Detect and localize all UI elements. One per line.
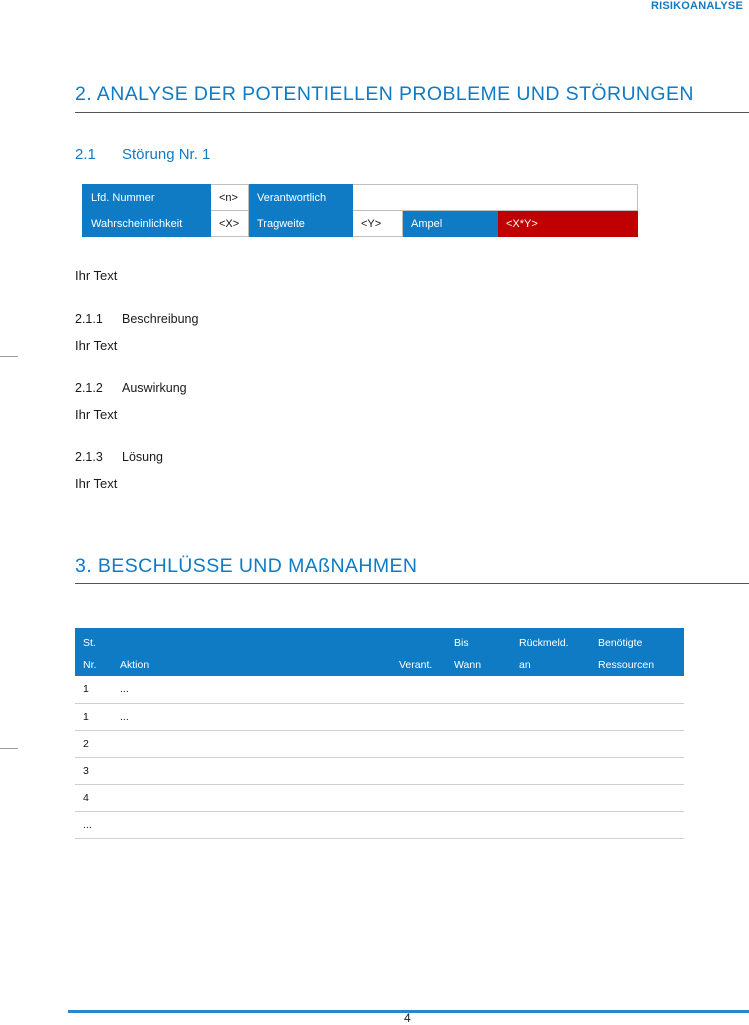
table-row: [75, 730, 684, 757]
subsection-number: 2.1.1: [75, 312, 103, 326]
table-row: [75, 676, 684, 703]
actions-table-header: [75, 628, 684, 676]
col-rueckmeld: Rückmeld. an: [511, 628, 590, 676]
subsection-title: Störung Nr. 1: [122, 146, 211, 163]
risk-info-table: [82, 184, 638, 237]
ampel-value: <X*Y>: [498, 211, 638, 237]
cell-bis-wann: [446, 784, 511, 811]
cell-rueckmeld: [511, 676, 590, 703]
cell-aktion: [112, 811, 391, 838]
cell-aktion: ...: [112, 703, 391, 730]
cell-verant: [391, 730, 446, 757]
subsection-number: 2.1: [75, 146, 96, 163]
cell-st-nr: 1: [75, 703, 112, 730]
cell-st-nr: 2: [75, 730, 112, 757]
cell-aktion: [112, 757, 391, 784]
subsection-2-1-1-text: Ihr Text: [75, 338, 118, 353]
subsection-number: 2.1.3: [75, 450, 103, 464]
tragweite-value: <Y>: [353, 211, 403, 237]
cell-verant: [391, 757, 446, 784]
table-row: [75, 757, 684, 784]
cell-st-nr: 3: [75, 757, 112, 784]
tragweite-label: Tragweite: [249, 211, 353, 237]
cell-rueckmeld: [511, 784, 590, 811]
col-verant: Verant.: [391, 628, 446, 676]
cell-ressourcen: [590, 757, 684, 784]
cell-rueckmeld: [511, 811, 590, 838]
col-ressourcen: Benötigte Ressourcen: [590, 628, 684, 676]
subsection-title: Beschreibung: [122, 312, 199, 326]
cell-ressourcen: [590, 784, 684, 811]
cell-ressourcen: [590, 730, 684, 757]
cell-verant: [391, 784, 446, 811]
page-number: 4: [404, 1011, 411, 1025]
cell-verant: [391, 811, 446, 838]
cell-ressourcen: [590, 676, 684, 703]
cell-bis-wann: [446, 757, 511, 784]
wahrscheinlichkeit-label: Wahrscheinlichkeit: [83, 211, 211, 237]
lfd-nummer-value: <n>: [211, 185, 249, 211]
cell-bis-wann: [446, 703, 511, 730]
subsection-2-1-heading: [75, 146, 210, 163]
lfd-nummer-label: Lfd. Nummer: [83, 185, 211, 211]
cell-bis-wann: [446, 676, 511, 703]
cell-verant: [391, 676, 446, 703]
cell-st-nr: 1: [75, 676, 112, 703]
verantwortlich-label: Verantwortlich: [249, 185, 353, 211]
table-row: [75, 811, 684, 838]
subsection-2-1-2-heading: [75, 381, 187, 395]
col-st-nr: St. Nr.: [75, 628, 112, 676]
cell-bis-wann: [446, 730, 511, 757]
subsection-title: Lösung: [122, 450, 164, 464]
subsection-number: 2.1.2: [75, 381, 103, 395]
table-row: [75, 784, 684, 811]
margin-mark: [0, 748, 18, 749]
section-3-rule: [75, 583, 749, 584]
cell-aktion: ...: [112, 676, 391, 703]
running-header: RISIKOANALYSE: [650, 0, 743, 12]
cell-bis-wann: [446, 811, 511, 838]
subsection-2-1-1-heading: [75, 312, 198, 326]
section-2-heading: 2. ANALYSE DER POTENTIELLEN PROBLEME UND STÖRUNGEN: [75, 83, 694, 105]
wahrscheinlichkeit-value: <X>: [211, 211, 249, 237]
margin-mark: [0, 356, 18, 357]
intro-text: Ihr Text: [75, 268, 118, 283]
cell-st-nr: ...: [75, 811, 112, 838]
cell-aktion: [112, 730, 391, 757]
subsection-title: Auswirkung: [122, 381, 187, 395]
info-row-2: [83, 211, 638, 237]
col-aktion: Aktion: [112, 628, 391, 676]
cell-rueckmeld: [511, 757, 590, 784]
subsection-2-1-3-heading: [75, 450, 163, 464]
verantwortlich-value: [353, 185, 638, 211]
subsection-2-1-3-text: Ihr Text: [75, 476, 118, 491]
section-2-rule: [75, 112, 749, 113]
cell-rueckmeld: [511, 730, 590, 757]
cell-aktion: [112, 784, 391, 811]
cell-ressourcen: [590, 811, 684, 838]
cell-rueckmeld: [511, 703, 590, 730]
actions-table: [75, 628, 684, 839]
subsection-2-1-2-text: Ihr Text: [75, 407, 118, 422]
ampel-label: Ampel: [403, 211, 498, 237]
cell-ressourcen: [590, 703, 684, 730]
info-row-1: [83, 185, 638, 211]
col-bis-wann: Bis Wann: [446, 628, 511, 676]
table-row: [75, 703, 684, 730]
section-3-heading: 3. BESCHLÜSSE UND MAßNAHMEN: [75, 555, 418, 577]
cell-st-nr: 4: [75, 784, 112, 811]
cell-verant: [391, 703, 446, 730]
